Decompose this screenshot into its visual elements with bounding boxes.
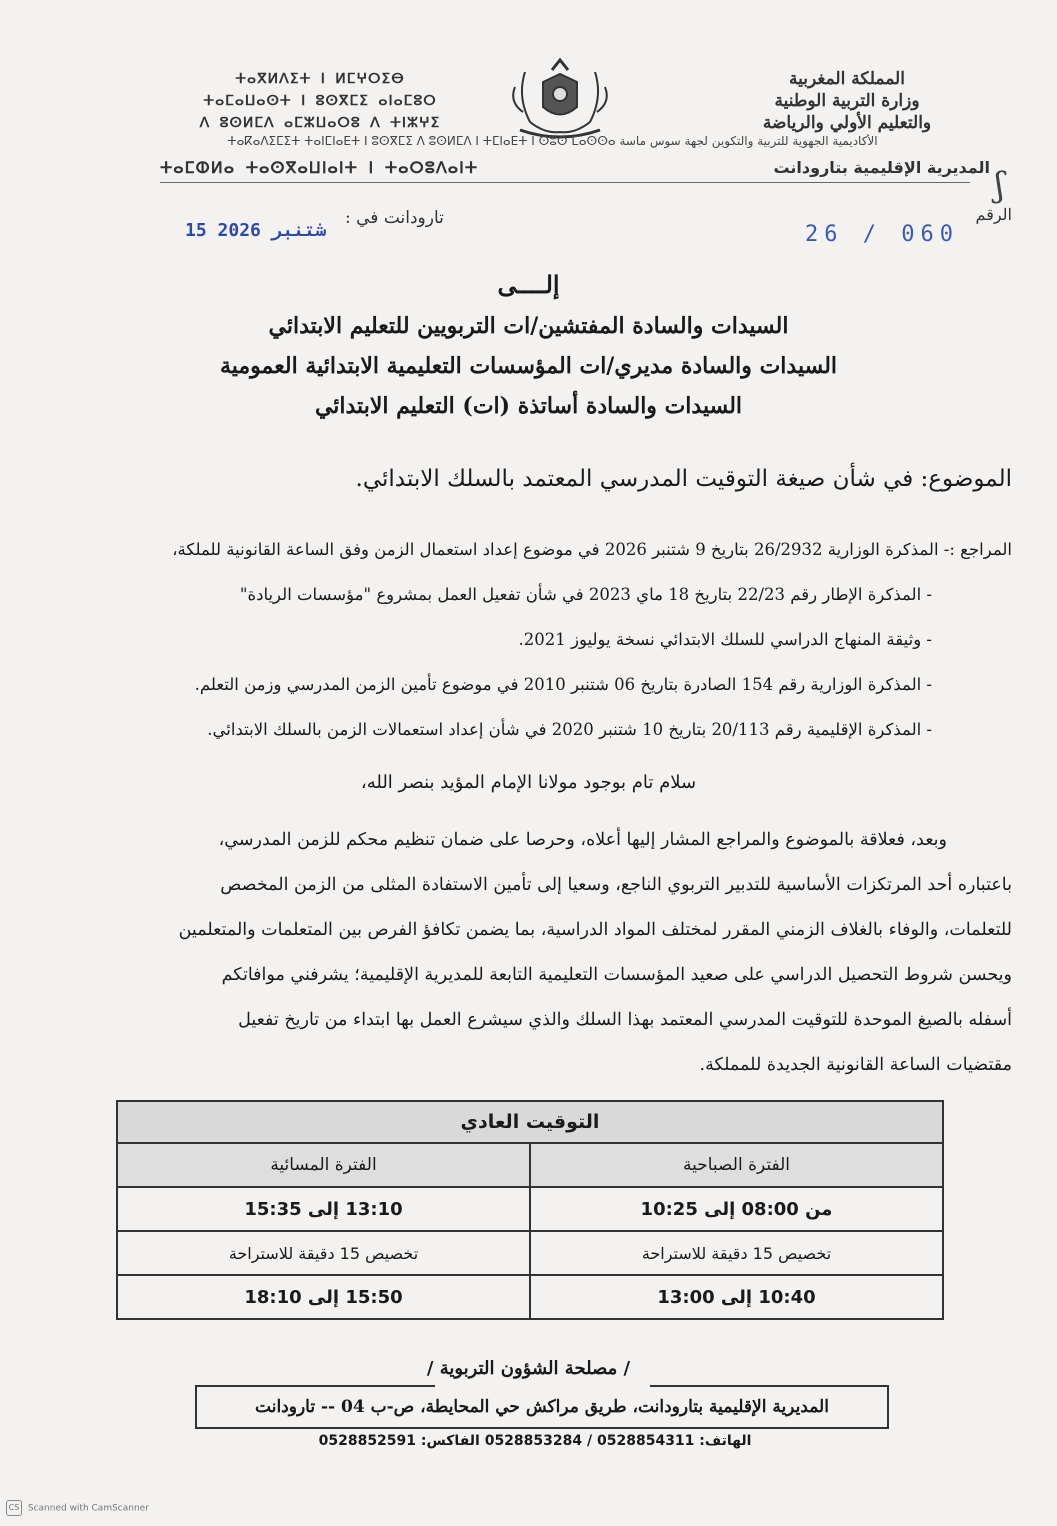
scanner-watermark <box>6 1500 149 1516</box>
coat-of-arms-emblem <box>505 52 615 140</box>
morning-cell: 10:40 إلى 13:00 <box>530 1275 943 1319</box>
date-value: 15 شتنبر 2026 <box>185 220 326 241</box>
body-line: ويحسن شروط التحصيل الدراسي على صعيد المؤسسات التعليمية التابعة للمديرية الإقليمية؛ يشرفني موافاتكم <box>221 965 1012 985</box>
ref-label: الرقم <box>975 205 1012 224</box>
camscanner-logo-icon: CS <box>6 1500 22 1516</box>
table-row <box>117 1275 943 1319</box>
header-ar-line-3: والتعليم الأولي والرياضة <box>762 113 932 133</box>
evening-header: الفترة المسائية <box>117 1143 530 1187</box>
address-box-top-left <box>195 1385 435 1387</box>
header-ar-line-1: المملكة المغربية <box>789 69 905 89</box>
header-tif-line-2: ⵜⴰⵎⴰⵡⴰⵙⵜ ⵏ ⵓⵙⴳⵎⵉ ⴰⵏⴰⵎⵓⵔ <box>203 93 437 109</box>
body-line: باعتباره أحد المرتكزات الأساسية للتدبير التربوي الناجع، وسعيا إلى تأمين الاستفادة المثلى من الزمن المخصص <box>220 875 1012 895</box>
addressee-line-1: السيدات والسادة المفتشين/ات التربويين للتعليم الابتدائي <box>268 313 789 339</box>
addressee-line-3: السيدات والسادة أساتذة (ات) التعليم الابتدائي <box>314 393 743 419</box>
address-box-top-right <box>650 1385 887 1387</box>
header-tif-line-3: ⴷ ⵓⵙⵍⵎⴷ ⴰⵎⵣⵡⴰⵔⵓ ⴷ ⵜⵏⵣⵖⵉ <box>199 115 441 131</box>
scanner-text: Scanned with CamScanner <box>27 1503 149 1514</box>
evening-cell: تخصيص 15 دقيقة للاستراحة <box>117 1231 530 1275</box>
contact-line: الهاتف: 0528854311 / 0528853284 الفاكس: 0528852591 <box>318 1433 752 1449</box>
morning-cell: تخصيص 15 دقيقة للاستراحة <box>530 1231 943 1275</box>
addressee-list <box>0 306 1057 426</box>
greeting-line: سلام تام بوجود مولانا الإمام المؤيد بنصر الله، <box>360 772 697 793</box>
body-line: للتعلمات، والوفاء بالغلاف الزمني المقرر لمختلف المواد الدراسية، بما يضمن تكافؤ الفرص بين المتعلمات والمتعلمين <box>178 920 1012 940</box>
header-arabic <box>697 68 997 134</box>
header-ar-line-2: وزارة التربية الوطنية <box>774 91 920 111</box>
table-row <box>117 1231 943 1275</box>
addressee-heading: إلــــى <box>497 270 560 299</box>
body-line: وبعد، فعلاقة بالموضوع والمراجع المشار إليها أعلاه، وحرصا على ضمان تنظيم محكم للزمن المدرسي، <box>218 830 947 850</box>
body-paragraph <box>27 818 1012 1088</box>
academy-line: الأكاديمية الجهوية للتربية والتكوين لجهة سوس ماسة ⵜⴰⴽⴰⴷⵉⵎⵉⵜ ⵜⴰⵏⵎⵏⴰⴹⵜ ⵏ ⵓⵙⴳⵎⵉ ⴷ ⵓⵙⵍⵎⴷ ⵏ ⵜⵎⵏⴰⴹⵜ ⵏ ⵙⵓⵙ ⵎⴰⵙⵙⴰ <box>227 134 878 148</box>
reference-item: - المذكرة الوزارية رقم 154 الصادرة بتاريخ 06 شتنبر 2010 في موضوع تأمين الزمن المدرسي وزمن التعلم. <box>194 675 932 694</box>
directorate-tifinagh: ⵜⴰⵎⵀⵍⴰ ⵜⴰⵙⴳⴰⵡⵏⴰⵏⵜ ⵏ ⵜⴰⵔⵓⴷⴰⵏⵜ <box>160 158 479 177</box>
reference-item: - المذكرة الإطار رقم 22/23 بتاريخ 18 ماي 2023 في شأن تفعيل العمل بمشروع "مؤسسات الريادة" <box>239 585 932 604</box>
morning-header: الفترة الصباحية <box>530 1143 943 1187</box>
table-row <box>117 1187 943 1231</box>
references-list <box>22 527 1012 752</box>
morning-cell: من 08:00 إلى 10:25 <box>530 1187 943 1231</box>
body-line: أسفله بالصيغ الموحدة للتوقيت المدرسي المعتمد بهذا السلك والذي سيشرع العمل بها ابتداء من تاريخ تفعيل <box>238 1010 1012 1030</box>
schedule-table <box>116 1100 944 1320</box>
reference-item: - المذكرة الإقليمية رقم 20/113 بتاريخ 10 شتنبر 2020 في شأن إعداد استعمالات الزمن بالسلك الابتدائي. <box>207 720 932 739</box>
ref-number: 26 / 060 <box>805 222 959 247</box>
service-name: / مصلحة الشؤون التربوية / <box>426 1358 631 1379</box>
schedule-header-row <box>117 1143 943 1187</box>
header-tif-line-1: ⵜⴰⴳⵍⴷⵉⵜ ⵏ ⵍⵎⵖⵔⵉⴱ <box>235 71 405 87</box>
evening-cell: 15:50 إلى 18:10 <box>117 1275 530 1319</box>
body-line: مقتضيات الساعة القانونية الجديدة للمملكة. <box>699 1055 1012 1075</box>
address-box: المديرية الإقليمية بتارودانت، طريق مراكش حي المحايطة، ص-ب 04 -- تارودانت <box>195 1385 889 1429</box>
addressee-line-2: السيدات والسادة مديري/ات المؤسسات التعليمية الابتدائية العمومية <box>219 353 838 379</box>
subject-line: الموضوع: في شأن صيغة التوقيت المدرسي المعتمد بالسلك الابتدائي. <box>355 466 1012 492</box>
header-tifinagh <box>190 68 450 134</box>
flourish-mark: ʃ <box>995 165 1005 205</box>
evening-cell: 13:10 إلى 15:35 <box>117 1187 530 1231</box>
reference-item: - وثيقة المنهاج الدراسي للسلك الابتدائي نسخة يوليوز 2021. <box>518 630 932 649</box>
directorate-arabic: المديرية الإقليمية بتارودانت <box>773 158 990 177</box>
header-divider <box>160 182 970 183</box>
schedule-title-row <box>117 1101 943 1143</box>
reference-item: المراجع :- المذكرة الوزارية 26/2932 بتاريخ 9 شتنبر 2026 في موضوع إعداد استعمال الزمن وفق الساعة القانونية للملكة، <box>172 540 1012 559</box>
date-label: تارودانت في : <box>345 208 444 228</box>
schedule-title: التوقيت العادي <box>117 1101 943 1143</box>
